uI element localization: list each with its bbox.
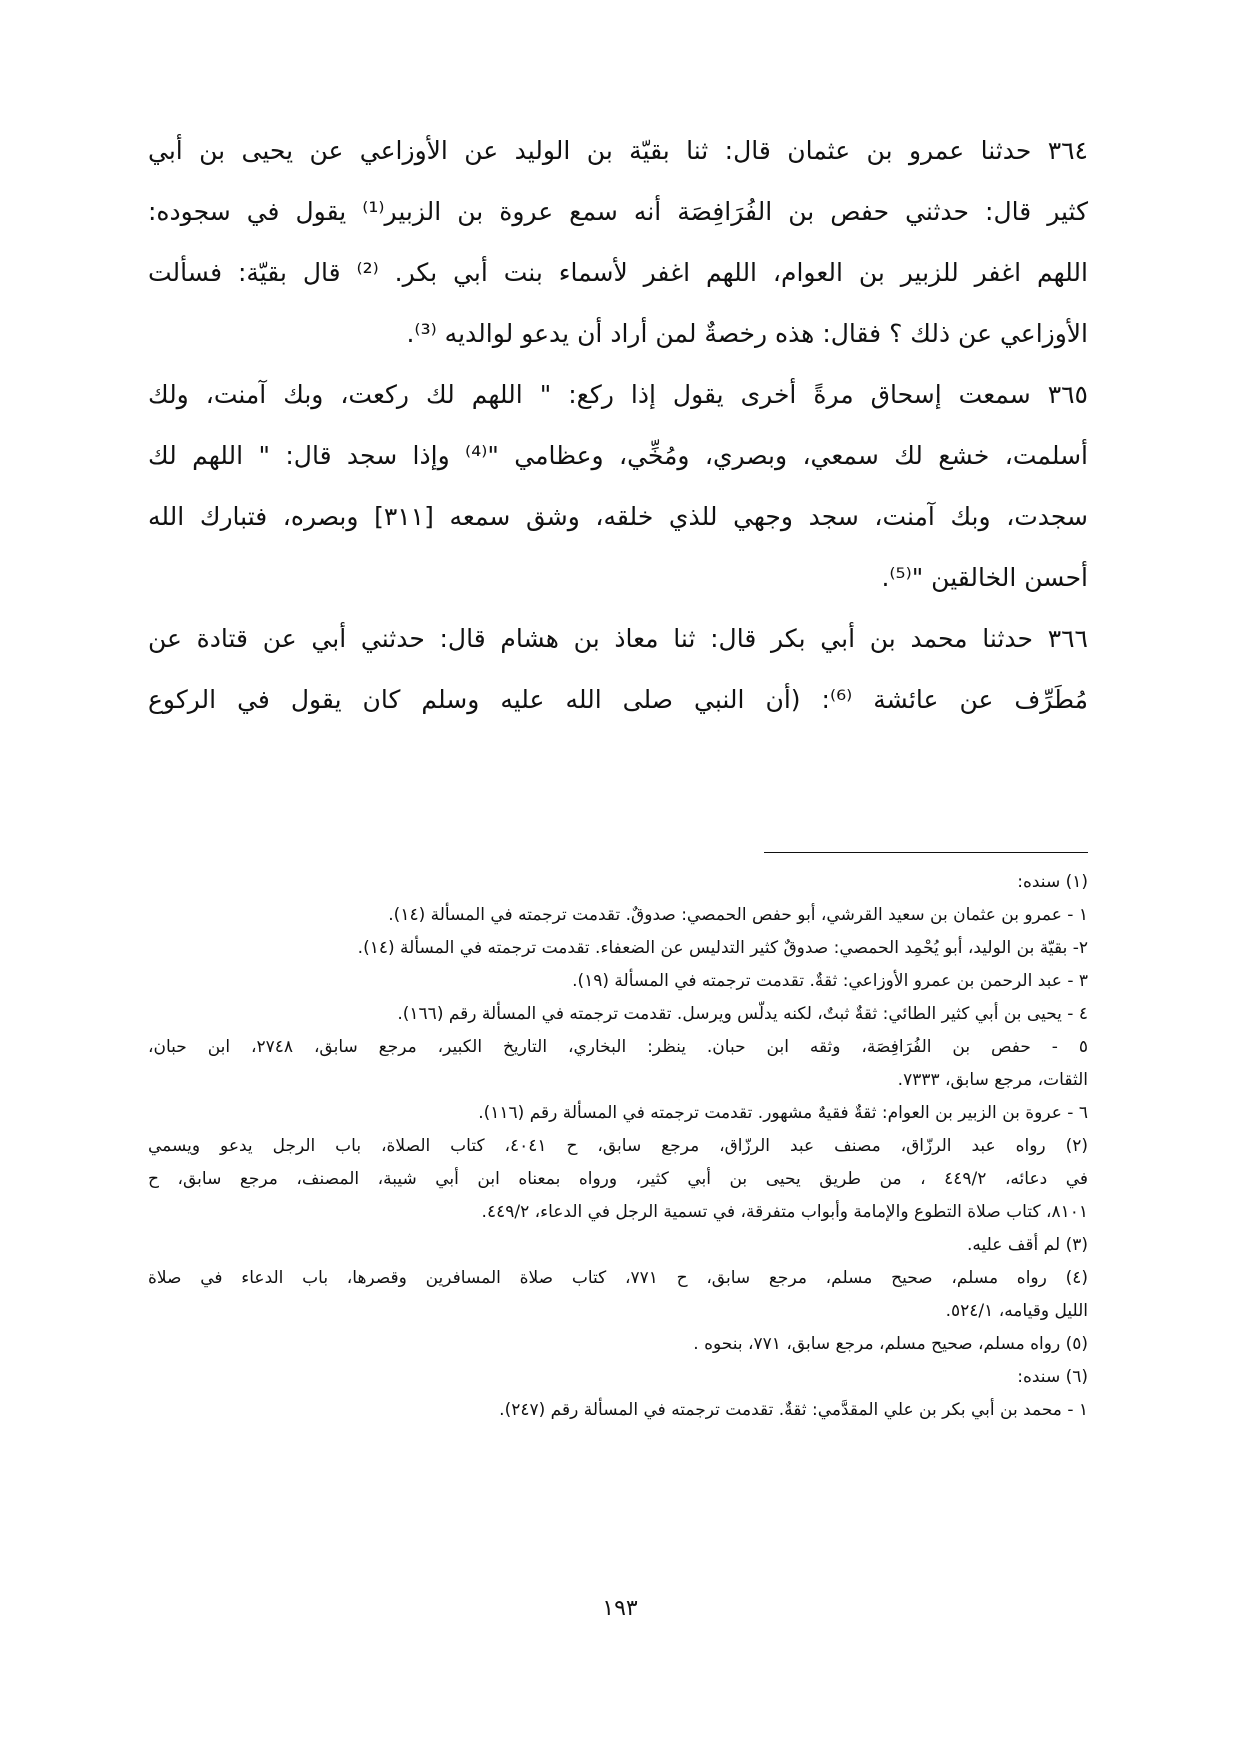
footnote-line: ١ - عمرو بن عثمان بن سعيد القرشي، أبو حفص الحمصي: صدوقٌ. تقدمت ترجمته في المسألة (١٤).	[388, 905, 1088, 925]
main-text	[148, 128, 1088, 723]
footnote-line: ١ - محمد بن أبي بكر بن علي المقدَّمي: ثقةٌ. تقدمت ترجمته في المسألة رقم (٢٤٧).	[499, 1400, 1088, 1420]
footnote-line: (٣) لم أقف عليه.	[967, 1235, 1088, 1255]
footnote-separator	[764, 852, 1088, 853]
footnote-line: ٢- بقيّة بن الوليد، أبو يُحْمِد الحمصي: صدوقٌ كثير التدليس عن الضعفاء. تقدمت ترجمته في المسألة (١٤).	[357, 938, 1088, 958]
main-line: ٣٦٥ سمعت إسحاق مرةً أخرى يقول إذا ركع: " اللهم لك ركعت، وبك آمنت، ولك	[148, 380, 1088, 409]
footnote-line: ٦ - عروة بن الزبير بن العوام: ثقةٌ فقيهٌ مشهور. تقدمت ترجمته في المسألة رقم (١١٦).	[478, 1103, 1088, 1123]
footnote-line: (٢) رواه عبد الرزّاق، مصنف عبد الرزّاق، مرجع سابق، ح ٤٠٤١، كتاب الصلاة، باب الرجل يدعو ويسمي	[148, 1136, 1089, 1156]
footnotes	[148, 866, 1088, 1427]
main-line: كثير قال: حدثني حفص بن الفُرَافِصَة أنه سمع عروة بن الزبير⁽¹⁾ يقول في سجوده:	[148, 197, 1088, 226]
footnote-line: في دعائه، ٤٤٩/٢ ، من طريق يحيى بن أبي كثير، ورواه بمعناه ابن أبي شيبة، المصنف، مرجع سابق، ح	[148, 1169, 1088, 1189]
main-line: سجدت، وبك آمنت، سجد وجهي للذي خلقه، وشق سمعه [٣١١] وبصره، فتبارك الله	[148, 502, 1089, 531]
footnote-line: ٤ - يحيى بن أبي كثير الطائي: ثقةٌ ثبتٌ، لكنه يدلّس ويرسل. تقدمت ترجمته في المسألة رقم (١٦٦).	[397, 1004, 1088, 1024]
main-line: اللهم اغفر للزبير بن العوام، اللهم اغفر لأسماء بنت أبي بكر. ⁽²⁾ قال بقيّة: فسألت	[148, 258, 1088, 287]
footnote-line: (٤) رواه مسلم، صحيح مسلم، مرجع سابق، ح ٧٧١، كتاب صلاة المسافرين وقصرها، باب الدعاء في صلاة	[148, 1268, 1088, 1288]
footnote-line: (١) سنده:	[1017, 872, 1088, 892]
main-line: ٣٦٤ حدثنا عمرو بن عثمان قال: ثنا بقيّة بن الوليد عن الأوزاعي عن يحيى بن أبي	[148, 136, 1088, 165]
main-line: ٣٦٦ حدثنا محمد بن أبي بكر قال: ثنا معاذ بن هشام قال: حدثني أبي عن قتادة عن	[148, 624, 1088, 653]
main-line: الأوزاعي عن ذلك ؟ فقال: هذه رخصةٌ لمن أراد أن يدعو لوالديه ⁽³⁾.	[406, 319, 1088, 348]
footnote-line: الثقات، مرجع سابق، ٧٣٣٣.	[897, 1070, 1088, 1090]
footnote-line: ٣ - عبد الرحمن بن عمرو الأوزاعي: ثقةٌ. تقدمت ترجمته في المسألة (١٩).	[572, 971, 1088, 991]
footnote-line: الليل وقيامه، ٥٢٤/١.	[945, 1301, 1088, 1321]
footnote-line: (٦) سنده:	[1017, 1367, 1088, 1387]
footnote-line: (٥) رواه مسلم، صحيح مسلم، مرجع سابق، ٧٧١، بنحوه .	[693, 1334, 1088, 1354]
main-line: أسلمت، خشع لك سمعي، وبصري، ومُخِّي، وعظامي "⁽⁴⁾ وإذا سجد قال: " اللهم لك	[148, 441, 1088, 470]
page-number: ١٩٣	[602, 1596, 638, 1621]
main-line: مُطَرِّف عن عائشة ⁽⁶⁾: (أن النبي صلى الله عليه وسلم كان يقول في الركوع	[148, 685, 1089, 714]
footnote-line: ٨١٠١، كتاب صلاة التطوع والإمامة وأبواب متفرقة، في تسمية الرجل في الدعاء، ٤٤٩/٢.	[481, 1202, 1088, 1222]
main-line: أحسن الخالقين "⁽⁵⁾.	[881, 563, 1088, 592]
footnote-line: ٥ - حفص بن الفُرَافِصَة، وثقه ابن حبان. ينظر: البخاري، التاريخ الكبير، مرجع سابق، ٢٧٤٨، ابن حبان،	[148, 1037, 1088, 1057]
